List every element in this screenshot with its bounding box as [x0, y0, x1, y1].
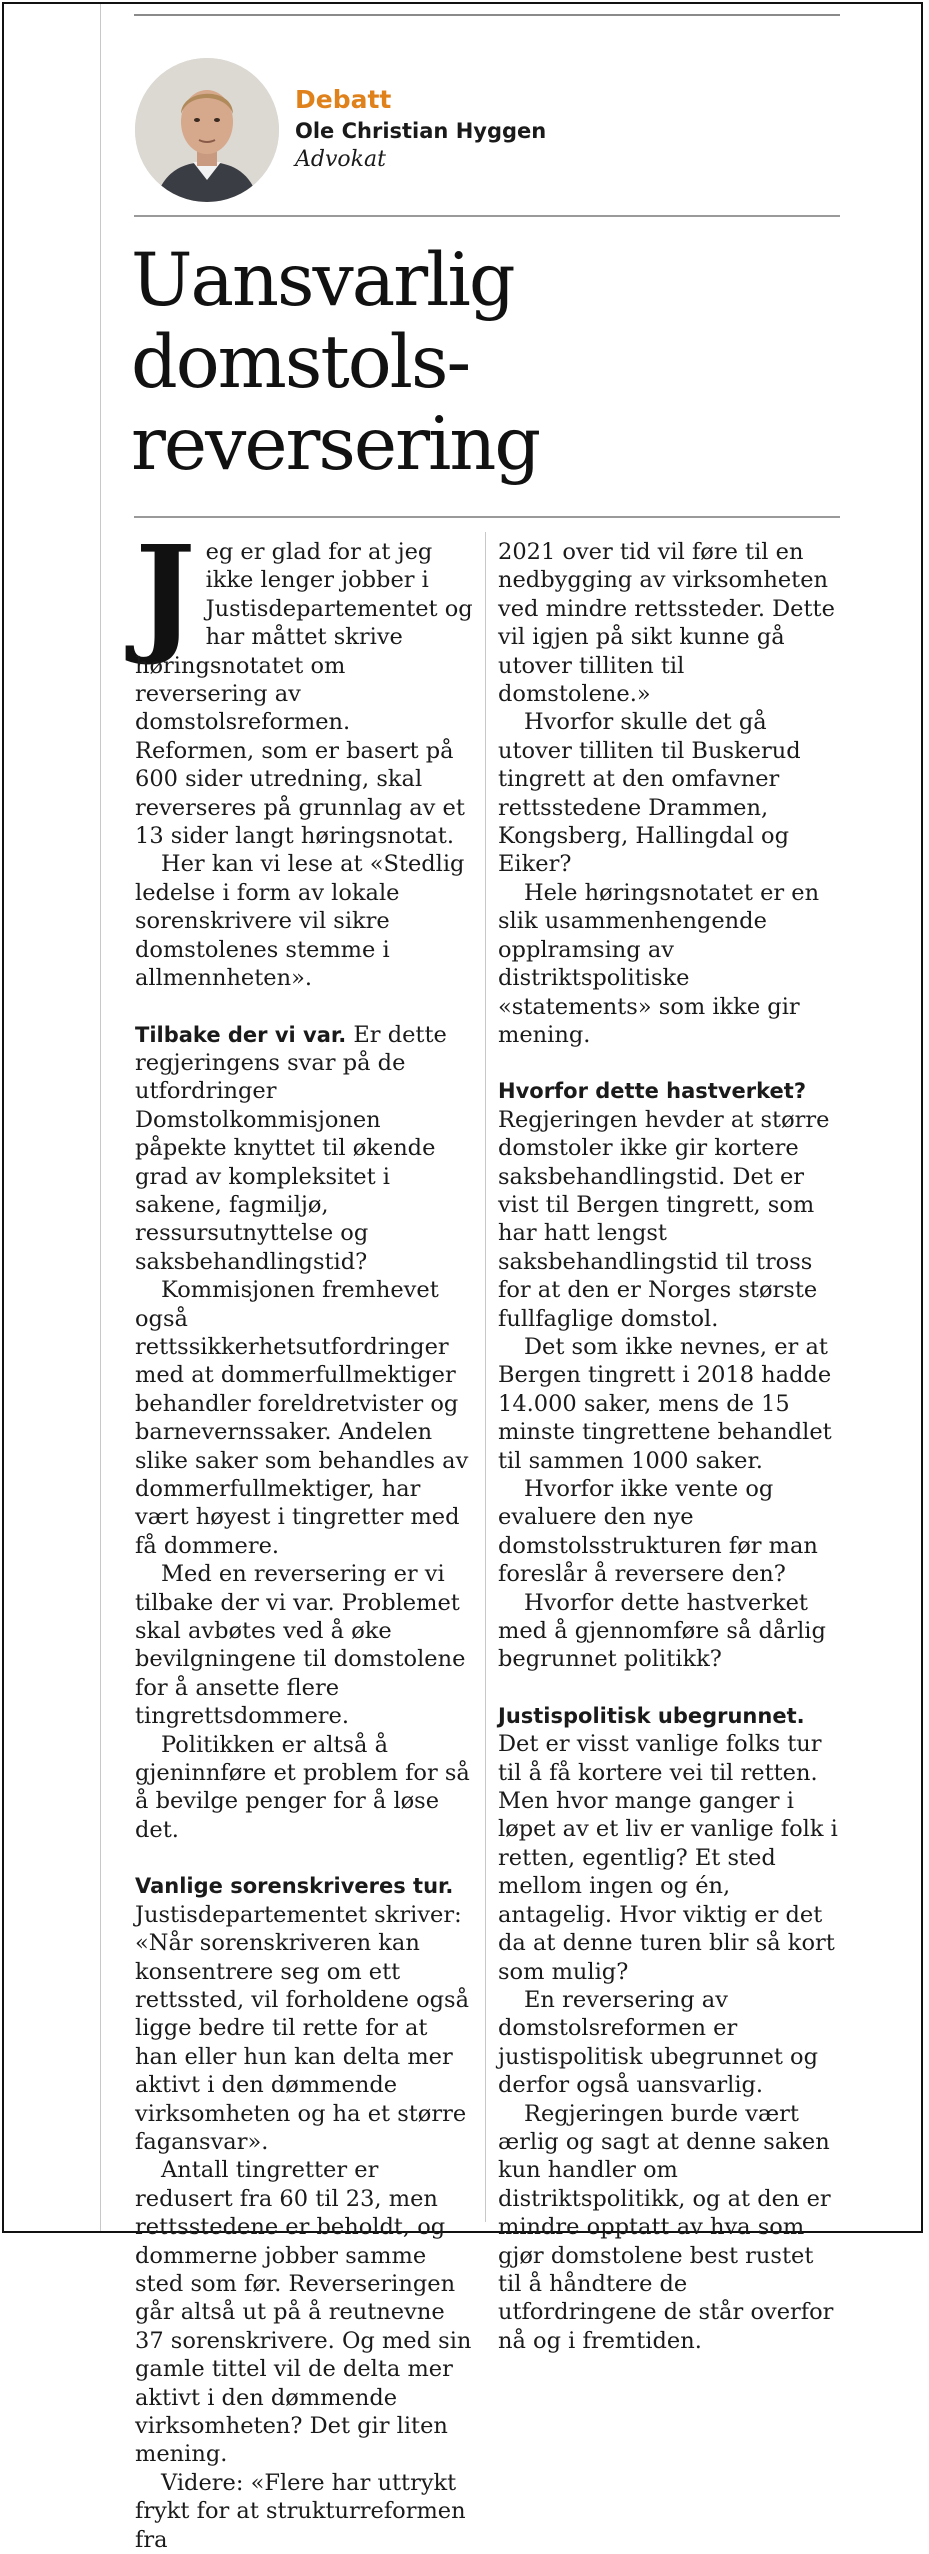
paragraph: Hvorfor skulle det gå utover tilliten til Buskerud tingrett at den omfavner rettsstedene Drammen, Kongsberg, Hallingdal og Eiker? [498, 709, 801, 878]
paragraph: eg er glad for at jeg ikke lenger jobber i Justisdepartementet og har måttet skrive høringsnotatet om reversering av domstolsreformen. Reformen, som er basert på 600 sider utredning, skal reverseres på grunnlag av et 13 sider langt høringsnotat. [135, 539, 473, 850]
paragraph-with-subhead [135, 1021, 475, 1277]
paragraph-with-subhead [135, 1872, 475, 2156]
paragraph: Hele høringsnotatet er en slik usammenhengende opplramsing av distriktspolitiske «statements» som ikke gir mening. [498, 879, 820, 1048]
paragraph-text: Det er visst vanlige folks tur til å få kortere vei til retten. Men hvor mange ganger i løpet av et liv er vanlige folk i retten, egentlig? Et sted mellom ingen og én, antagelig. Hvor viktig er det da at denne turen blir så kort som mulig? [498, 1731, 838, 1985]
author-name: Ole Christian Hyggen [295, 119, 547, 143]
byline [295, 84, 546, 174]
subheading: Hvorfor dette hastverket? [498, 1079, 806, 1104]
paragraph-text: Er dette regjeringens svar på de utfordringer Domstolkommisjonen påpekte knyttet til økende grad av kompleksitet i sakene, fagmiljø, ressursutnyttelse og saksbehandlingstid? [135, 1021, 447, 1275]
paragraph-with-subhead [498, 1077, 840, 1333]
headline: Uansvarlig domstols-reversering [131, 238, 540, 487]
author-avatar [135, 58, 279, 202]
subheading: Vanlige sorenskriveres tur. [135, 1874, 454, 1899]
paragraph: Med en reversering er vi tilbake der vi var. Problemet skal avbøtes ved å øke bevilgningene til domstolene for å ansette flere tingrettsdommere. [135, 1561, 466, 1730]
section-label: Debatt [295, 85, 392, 114]
drop-cap: J [135, 519, 196, 669]
paragraph: Regjeringen burde vært ærlig og sagt at denne saken kun handler om distriktspolitikk, og at den er mindre opptatt av hva som gjør domstolene best rustet til å håndtere de utfordringene de står overfor nå og i fremtiden. [498, 2100, 834, 2354]
subheading: Tilbake der vi var. [135, 1022, 347, 1047]
paragraph: 2021 over tid vil føre til en nedbygging av virksomheten ved mindre rettssteder. Dette vil igjen på sikt kunne gå utover tilliten til domstolene.» [498, 539, 835, 708]
page-frame [2, 2, 923, 2553]
paragraph: Her kan vi lese at «Stedlig ledelse i form av lokale sorenskrivere vil sikre domstolenes stemme i allmennheten». [135, 851, 465, 992]
author-photo-icon [135, 58, 279, 202]
column-divider [485, 532, 486, 2222]
paragraph: Kommisjonen fremhevet også rettssikkerhetsutfordringer med at dommerfullmektiger behandler foreldretvister og barnevernssaker. Andelen slike saker som behandles av dommerfullmektiger, har vært høyest i tingretter med få dommere. [135, 1277, 469, 1559]
article-column-1 [135, 519, 475, 2554]
author-role: Advokat [295, 147, 386, 172]
paragraph: Det som ikke nevnes, er at Bergen tingrett i 2018 hadde 14.000 saker, mens de 15 minste tingrettene behandlet til sammen 1000 saker. [498, 1333, 832, 1474]
margin-rule [100, 4, 101, 2231]
paragraph-with-subhead [498, 1702, 840, 1986]
article-column-2 [498, 538, 840, 2355]
paragraph: Hvorfor dette hastverket med å gjennomføre så dårlig begrunnet politikk? [498, 1589, 826, 1673]
paragraph: En reversering av domstolsreformen er justispolitisk ubegrunnet og derfor også uansvarlig. [498, 1986, 819, 2099]
top-divider [134, 14, 840, 16]
paragraph: Videre: «Flere har uttrykt frykt for at strukturreformen fra [135, 2469, 466, 2553]
paragraph-text: Regjeringen hevder at større domstoler ikke gir kortere saksbehandlingstid. Det er vist til Bergen tingrett, som har hatt lengst saksbehandlingstid til tross for at den er Norges største fullfaglige domstol. [498, 1106, 830, 1332]
paragraph-text: Justisdepartementet skriver: «Når sorenskriveren kan konsentrere seg om ett rettssted, vil forholdene også ligge bedre til rette for at han eller hun kan delta mer aktivt i den dømmende virksomheten og ha et større fagansvar». [135, 1901, 470, 2155]
paragraph: Antall tingretter er redusert fra 60 til 23, men rettsstedene er beholdt, og dommerne jobber samme sted som før. Reverseringen går altså ut på å reutnevne 37 sorenskrivere. Og med sin gamle tittel vil de delta mer aktivt i den dømmende virksomheten? Det gir liten mening. [135, 2157, 472, 2468]
header-divider [134, 215, 840, 217]
paragraph: Hvorfor ikke vente og evaluere den nye domstolsstrukturen før man foreslår å reversere den? [498, 1476, 818, 1588]
paragraph: Politikken er altså å gjeninnføre et problem for så å bevilge penger for å løse det. [135, 1731, 470, 1843]
headline-divider [134, 516, 840, 518]
subheading: Justispolitisk ubegrunnet. [498, 1703, 805, 1728]
